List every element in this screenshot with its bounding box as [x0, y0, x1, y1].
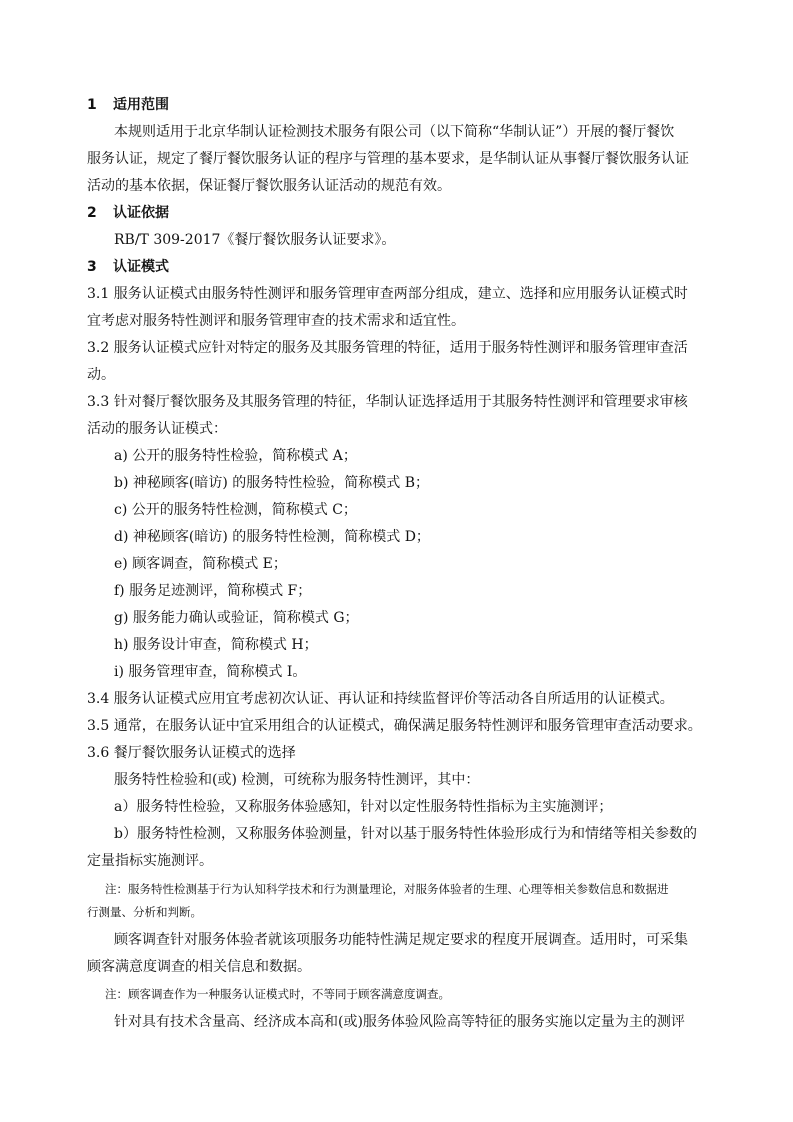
- mode-list-item: i) 服务管理审查，简称模式 I。: [114, 664, 307, 680]
- paragraph-line: 服务认证，规定了餐厅餐饮服务认证的程序与管理的基本要求，是华制认证从事餐厅餐饮服务认证: [87, 151, 689, 167]
- section-number: 1: [87, 97, 97, 113]
- paragraph-line: 本规则适用于北京华制认证检测技术服务有限公司（以下简称“华制认证”）开展的餐厅餐饮: [114, 124, 675, 140]
- clause-3-6: 3.6 餐厅餐饮服务认证模式的选择: [87, 745, 296, 761]
- mode-list-item: e) 顾客调查，简称模式 E；: [114, 556, 287, 572]
- clause-3-1: 3.1 服务认证模式由服务特性测评和服务管理审查两部分组成，建立、选择和应用服务认证模式时: [87, 286, 688, 302]
- note-line: 注：顾客调查作为一种服务认证模式时，不等同于顾客满意度调查。: [105, 987, 450, 1001]
- mode-list-item: f) 服务足迹测评，简称模式 F；: [114, 583, 312, 599]
- section-title: 认证模式: [113, 259, 169, 275]
- clause-3-6-item-a: a）服务特性检验，又称服务体验感知，针对以定性服务特性指标为主实施测评；: [114, 799, 613, 815]
- mode-list-item: b) 神秘顾客(暗访) 的服务特性检验，简称模式 B；: [114, 475, 429, 491]
- section-heading-1: [87, 96, 169, 114]
- mode-list-item: g) 服务能力确认或验证，简称模式 G；: [114, 610, 359, 626]
- clause-3-1-cont: 宜考虑对服务特性测评和服务管理审查的技术需求和适宜性。: [87, 313, 465, 329]
- mode-list-item: c) 公开的服务特性检测，简称模式 C；: [114, 502, 357, 518]
- clause-3-2: 3.2 服务认证模式应针对特定的服务及其服务管理的特征，适用于服务特性测评和服务管理审查活: [87, 340, 688, 356]
- section-number: 2: [87, 205, 97, 221]
- mode-list-item: d) 神秘顾客(暗访) 的服务特性检测，简称模式 D；: [114, 529, 430, 545]
- paragraph-line: 针对具有技术含量高、经济成本高和(或)服务体验风险高等特征的服务实施以定量为主的测评: [114, 1014, 685, 1030]
- section-title: 适用范围: [113, 97, 169, 113]
- survey-paragraph-line: 顾客满意度调查的相关信息和数据。: [87, 959, 311, 975]
- section-heading-2: [87, 204, 169, 222]
- section-number: 3: [87, 259, 97, 275]
- mode-list-item: a) 公开的服务特性检验，简称模式 A；: [114, 448, 357, 464]
- mode-list-item: h) 服务设计审查，简称模式 H；: [114, 637, 318, 653]
- clause-3-3-cont: 活动的服务认证模式：: [87, 421, 227, 437]
- clause-3-5: 3.5 通常，在服务认证中宜采用组合的认证模式，确保满足服务特性测评和服务管理审查活动要求。: [87, 718, 702, 734]
- paragraph-line: 活动的基本依据，保证餐厅餐饮服务认证活动的规范有效。: [87, 178, 451, 194]
- clause-3-6-item-b-cont: 定量指标实施测评。: [87, 853, 213, 869]
- section-title: 认证依据: [113, 205, 169, 221]
- clause-3-3: 3.3 针对餐厅餐饮服务及其服务管理的特征，华制认证选择适用于其服务特性测评和管理要求审核: [87, 394, 688, 410]
- section-heading-3: [87, 258, 169, 276]
- note-line: 行测量、分析和判断。: [87, 905, 202, 919]
- clause-3-6-item-b: b）服务特性检测，又称服务体验测量，针对以基于服务特性体验形成行为和情绪等相关参数的: [114, 826, 697, 842]
- clause-3-6-intro: 服务特性检验和(或) 检测，可统称为服务特性测评，其中：: [114, 772, 480, 788]
- clause-3-4: 3.4 服务认证模式应用宜考虑初次认证、再认证和持续监督评价等活动各自所适用的认证模式。: [87, 691, 674, 707]
- note-line: 注：服务特性检测基于行为认知科学技术和行为测量理论，对服务体验者的生理、心理等相关参数信息和数据进: [105, 882, 669, 896]
- standard-reference: RB/T 309-2017《餐厅餐饮服务认证要求》。: [114, 232, 396, 248]
- clause-3-2-cont: 动。: [87, 367, 115, 383]
- survey-paragraph-line: 顾客调查针对服务体验者就该项服务功能特性满足规定要求的程度开展调查。适用时，可采集: [114, 932, 688, 948]
